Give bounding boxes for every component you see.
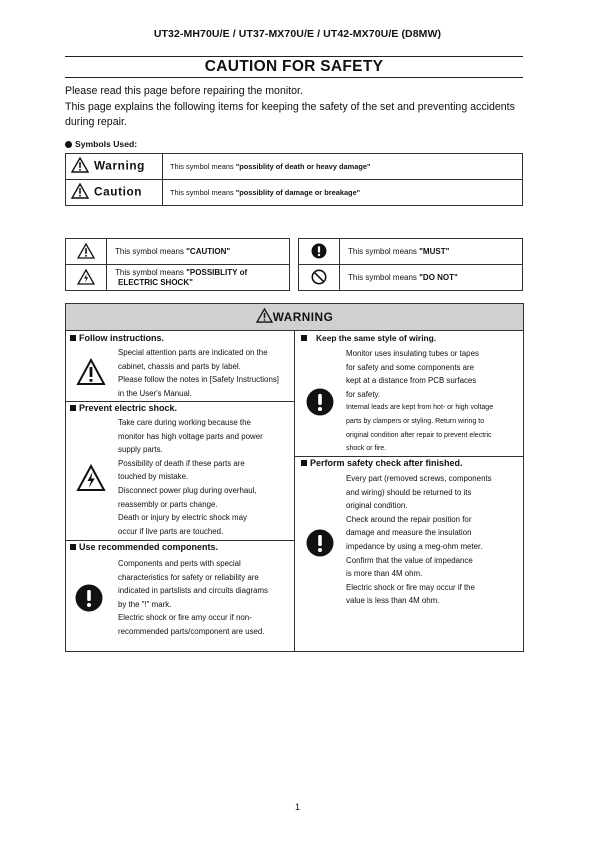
legend-right-table — [298, 238, 523, 291]
table-row — [66, 265, 290, 291]
divider — [294, 456, 523, 457]
legend-must-text: This symbol means "MUST" — [340, 239, 523, 265]
section-recommended-components-text: Components and perts with special characteristics for safety or reliability are indicated in partslists and circuits diagrams by the "!" mark. Electric shock or fire amy occur if non- recommended parts/component are used. — [118, 559, 268, 636]
legend-do-not-text: This symbol means "DO NOT" — [340, 265, 523, 291]
section-wiring-text: Monitor uses insulating tubes or tapes for safety and some components are kept at a distance from PCB surfaces for safety. Internal leads are kept from hot- or high voltage parts by clampers or styling. Return wiring to original condition after repair to prevent electric shock or fire. — [346, 349, 494, 453]
must-icon — [306, 529, 334, 562]
caution-meaning: This symbol means "possiblity of damage or breakage" — [163, 180, 523, 206]
symbols-used-label: Symbols Used: — [65, 139, 137, 149]
page-number: 1 — [294, 802, 300, 812]
electric-shock-icon — [76, 464, 106, 497]
section-recommended-components-title: Use recommended components. — [68, 542, 218, 552]
caution-triangle-icon — [66, 239, 107, 265]
table-row — [66, 154, 523, 180]
model-header: UT32-MH70U/E / UT37-MX70U/E / UT42-MX70U/E (D8MW) — [153, 28, 442, 40]
intro-line-1: Please read this page before repairing the monitor. — [65, 85, 303, 97]
caution-key: Caution — [66, 180, 163, 206]
warning-triangle-icon — [71, 157, 89, 176]
column-divider — [294, 331, 295, 651]
warning-key: Warning — [66, 154, 163, 180]
section-follow-instructions-title: Follow instructions. — [68, 333, 164, 343]
intro-line-3: during repair. — [65, 116, 127, 128]
section-prevent-shock-title: Prevent electric shock. — [68, 403, 177, 413]
divider — [66, 401, 294, 402]
title-rule-bottom — [65, 77, 523, 78]
warning-box — [65, 303, 524, 652]
must-icon — [306, 388, 334, 421]
intro-text — [65, 84, 545, 131]
legend-caution-text: This symbol means "CAUTION" — [107, 239, 290, 265]
symbols-used-table — [65, 153, 523, 206]
divider — [66, 540, 294, 541]
title-rule-top — [65, 56, 523, 57]
table-row — [299, 239, 523, 265]
bullet-icon — [65, 141, 72, 148]
table-row — [66, 180, 523, 206]
page-title: CAUTION FOR SAFETY — [204, 58, 384, 75]
warning-triangle-icon — [71, 183, 89, 202]
caution-triangle-icon — [76, 358, 106, 391]
electric-shock-icon — [66, 265, 107, 291]
must-icon — [299, 239, 340, 265]
warning-heading: WARNING — [66, 304, 523, 331]
warning-triangle-icon — [256, 308, 273, 323]
section-safety-check-title: Perform safety check after finished. — [299, 458, 463, 468]
do-not-icon — [299, 265, 340, 291]
table-row — [66, 239, 290, 265]
intro-line-2: This page explains the following items for keeping the safety of the set and preventing accidents — [65, 100, 515, 113]
must-icon — [75, 584, 103, 617]
section-safety-check-text: Every part (removed screws, components and wiring) should be returned to its original condition. Check around the repair position for damage and measure the insulation impedance by using a meg-ohm meter. Confirm that the value of impedance is more than 4M ohm. Electric shock or fire may occur if the value is less than 4M ohm. — [346, 474, 492, 606]
legend-left-table — [65, 238, 290, 291]
section-follow-instructions-text: Special attention parts are indicated on the cabinet, chassis and parts by label. Please follow the notes in [Safety Instructions] in the User's Manual. — [118, 348, 279, 398]
legend-electric-text: This symbol means "POSSIBLITY of ELECTRIC SHOCK" — [107, 265, 290, 291]
section-prevent-shock-text: Take care during working because the monitor has high voltage parts and power supply parts. Possibility of death if these parts are touched by mistake. Disconnect power plug during overhaul, reassembly or parts change. Death or injury by electric shock may occur if live parts are touched. — [118, 418, 263, 536]
table-row — [299, 265, 523, 291]
section-wiring-title: Keep the same style of wiring. — [299, 333, 436, 343]
warning-meaning: This symbol means "possiblity of death or heavy damage" — [163, 154, 523, 180]
